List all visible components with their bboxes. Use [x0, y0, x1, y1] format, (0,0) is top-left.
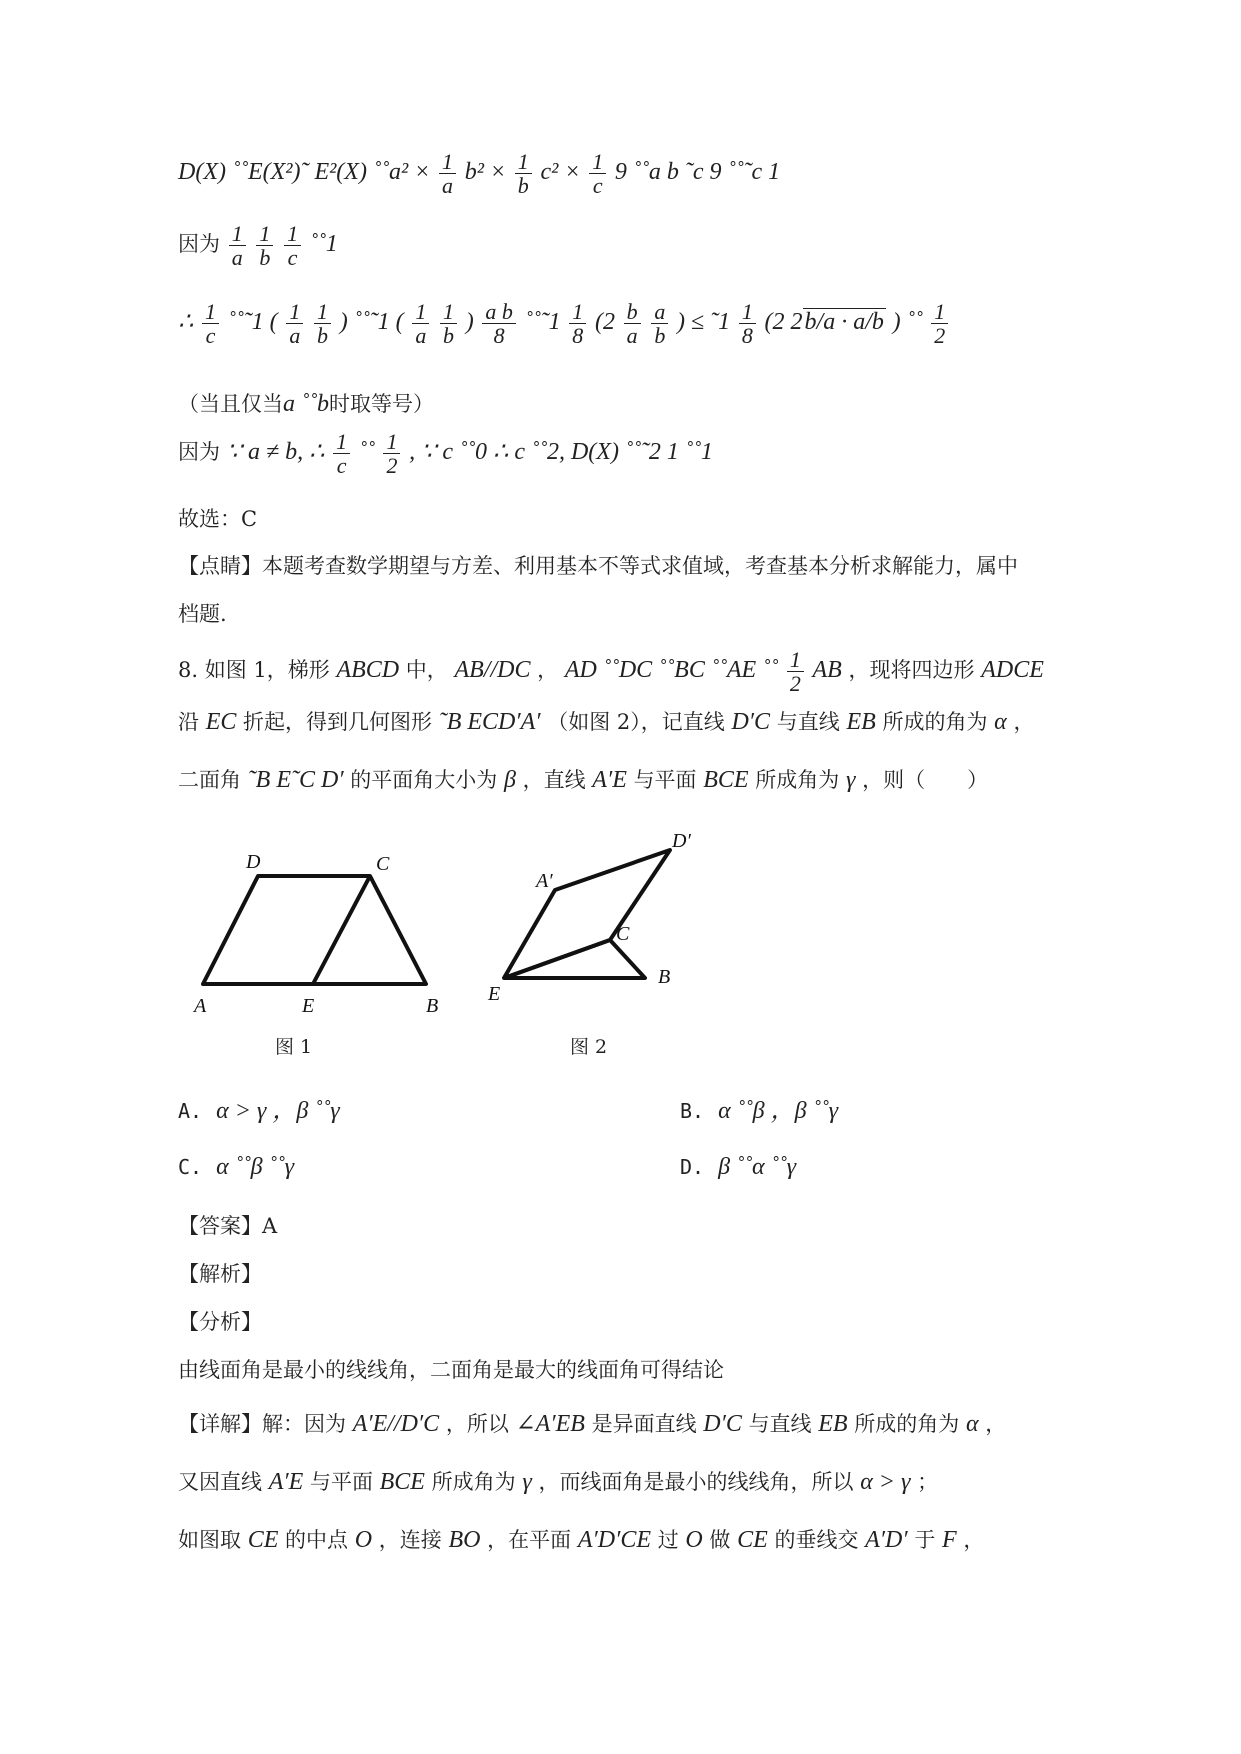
- fraction: $\frac{1}{8}$: [569, 300, 586, 347]
- fraction: $\frac{1}{c}$: [284, 222, 301, 269]
- text: 因为: [178, 440, 220, 465]
- math-expr: ) ≤ ˜1: [677, 309, 731, 336]
- fraction: $\frac{\text{a b}}{8}$: [482, 300, 516, 347]
- math-expr: ABCD: [336, 657, 400, 684]
- conclusion-line: [178, 430, 713, 477]
- math-expr: ) ˚˚˜1 (: [339, 309, 404, 336]
- math-expr: ∴: [178, 309, 194, 336]
- detail-line-1: [178, 1408, 1006, 1438]
- option-d: [680, 1154, 796, 1181]
- label-D: D: [246, 851, 261, 873]
- label-A: A: [194, 995, 207, 1017]
- fraction: $\frac{1}{2}$: [931, 300, 948, 347]
- math-expr: ˚˚1: [309, 231, 338, 258]
- text: 于: [914, 1528, 936, 1552]
- fraction: $\frac{1}{8}$: [739, 300, 756, 347]
- text: （当且仅当: [178, 392, 283, 416]
- math-expr: 9 ˚˚a b ˜c 9 ˚˚˜c 1: [614, 159, 781, 186]
- math-expr: BO: [448, 1527, 481, 1553]
- option-text: α ˚˚β ˚˚γ: [216, 1154, 295, 1180]
- math-expr: c² ×: [540, 159, 581, 186]
- fraction: $\frac{1}{c}$: [202, 300, 219, 347]
- math-expr: ˜B ECD′A′: [438, 709, 541, 735]
- fraction: $\frac{1}{a}$: [229, 222, 246, 269]
- fraction: $\frac{1}{b}$: [314, 300, 331, 347]
- label-C: C: [376, 853, 390, 875]
- math-expr: AB//DC: [454, 657, 531, 684]
- label-D-prime: D′: [672, 830, 691, 852]
- text: ，: [985, 1412, 1007, 1436]
- question-8-line-2: [178, 706, 1034, 736]
- math-expr: γ: [522, 1469, 532, 1495]
- label-E: E: [302, 995, 315, 1017]
- math-expr: EB: [818, 1411, 848, 1437]
- math-expr: a ˚˚b: [283, 391, 329, 417]
- figure-2-folded: [480, 825, 710, 1015]
- detail-line-3: [178, 1524, 984, 1554]
- text: 时取等号）: [328, 392, 434, 416]
- answer-prev: 故选：C: [178, 507, 258, 531]
- text: 是异面直线: [591, 1412, 697, 1436]
- fraction: $\frac{1}{b}$: [256, 222, 273, 269]
- math-expr: A′D′CE: [577, 1527, 651, 1553]
- math-expr: A′E: [268, 1469, 304, 1495]
- text: 又因直线: [178, 1470, 262, 1494]
- sqrt-expr: b/a · a/b: [804, 309, 884, 336]
- question-8-line-3: [178, 764, 988, 794]
- text: ，直线: [522, 768, 586, 792]
- math-expr: A′D′: [865, 1527, 908, 1553]
- math-expr: O: [685, 1527, 703, 1553]
- text: 的中点: [285, 1528, 349, 1552]
- math-expr: α > γ: [860, 1469, 911, 1495]
- option-label: A.: [178, 1099, 203, 1123]
- math-expr: ADCE: [981, 657, 1044, 684]
- math-expr: α: [965, 1411, 979, 1437]
- math-expr: F: [942, 1527, 957, 1553]
- variance-formula-line: [178, 150, 780, 197]
- text: ，而线面角是最小的线线角，所以: [538, 1470, 854, 1494]
- text: ，连接: [378, 1528, 442, 1552]
- math-expr: EC: [205, 709, 237, 735]
- fraction: $\frac{1}{2}$: [383, 430, 400, 477]
- math-expr: , ∵ c ˚˚0 ∴ c ˚˚2, D(X) ˚˚˜2 1 ˚˚1: [409, 439, 713, 466]
- math-expr: β: [503, 767, 516, 793]
- fraction: $\frac{b}{a}$: [624, 300, 641, 347]
- math-expr: ˜B E˜C D′: [247, 767, 344, 793]
- math-expr: AB: [812, 657, 842, 684]
- detail-line-2: [178, 1466, 938, 1496]
- option-text: α > γ ，β ˚˚γ: [216, 1098, 340, 1124]
- fraction: $\frac{1}{a}$: [439, 150, 456, 197]
- option-text: β ˚˚α ˚˚γ: [718, 1154, 797, 1180]
- option-label: D.: [680, 1155, 705, 1179]
- text: 因为: [178, 232, 220, 257]
- math-expr: CE: [737, 1527, 768, 1553]
- text: 二面角: [178, 768, 241, 792]
- math-expr: AD ˚˚DC ˚˚BC ˚˚AE ˚˚: [564, 657, 779, 684]
- fraction: $\frac{1}{b}$: [440, 300, 457, 347]
- math-expr: b² ×: [464, 159, 507, 186]
- math-expr: D′C: [731, 709, 771, 735]
- answer-heading: 【答案】A: [178, 1214, 278, 1238]
- math-expr: A′E: [592, 767, 627, 793]
- text: （如图 2），记直线: [547, 710, 725, 734]
- text: 所成角为: [431, 1470, 516, 1494]
- text: ，: [1013, 710, 1035, 734]
- comment-line-1: 【点睛】本题考查数学期望与方差、利用基本不等式求值域，考查基本分析求解能力，属中: [178, 554, 1018, 578]
- fraction: $\frac{1}{a}$: [286, 300, 303, 347]
- text: 的平面角大小为: [350, 768, 498, 792]
- text: 过: [657, 1528, 679, 1552]
- comment-line-2: 档题.: [178, 602, 227, 626]
- label-B: B: [426, 995, 439, 1017]
- math-expr: ∠A′EB: [515, 1411, 585, 1437]
- text: 折起，得到几何图形: [243, 710, 433, 734]
- fraction: $\frac{1}{b}$: [515, 150, 532, 197]
- math-expr: D(X) ˚˚E(X²)˜ E²(X) ˚˚a² ×: [178, 159, 431, 186]
- option-a: [178, 1090, 340, 1125]
- math-expr: O: [354, 1527, 373, 1553]
- text: 所成的角为: [882, 710, 988, 734]
- math-expr: A′E//D′C: [352, 1411, 440, 1437]
- math-expr: (2 2: [764, 309, 803, 336]
- figure-1-trapezoid: [190, 840, 460, 1020]
- math-expr: ˚˚: [358, 439, 375, 466]
- math-expr: γ: [845, 767, 856, 793]
- inequality-line: [178, 300, 950, 347]
- text: ；: [917, 1470, 939, 1494]
- option-c: [178, 1154, 294, 1181]
- label-E: E: [488, 983, 501, 1005]
- fenxi-heading: 【分析】: [178, 1310, 262, 1334]
- text: ，所以: [445, 1412, 509, 1436]
- text: ，: [963, 1528, 985, 1552]
- text: 8. 如图 1，梯形: [178, 658, 330, 683]
- math-expr: BCE: [379, 1469, 425, 1495]
- figure-1-caption: 图 1: [275, 1036, 313, 1058]
- label-B: B: [658, 966, 671, 988]
- text: 与直线: [776, 710, 840, 734]
- text: 沿: [178, 710, 199, 734]
- text: 做: [709, 1528, 731, 1552]
- text: 【详解】解：因为: [178, 1412, 346, 1436]
- condition-line: [178, 222, 338, 269]
- fraction: $\frac{1}{a}$: [412, 300, 429, 347]
- option-label: C.: [178, 1155, 203, 1179]
- equality-condition-line: [178, 388, 434, 418]
- text: ，在平面: [487, 1528, 572, 1552]
- text: ，则（ ）: [862, 768, 989, 792]
- text: 所成角为: [755, 768, 840, 792]
- fraction: $\frac{1}{c}$: [333, 430, 350, 477]
- text: 与平面: [633, 768, 697, 792]
- fraction: $\frac{1}{2}$: [787, 648, 804, 695]
- fraction: $\frac{1}{c}$: [589, 150, 606, 197]
- text: 如图取: [178, 1528, 241, 1552]
- math-expr: ˚˚˜1 (: [227, 309, 278, 336]
- math-expr: (2: [594, 309, 615, 336]
- option-label: B.: [680, 1099, 705, 1123]
- math-expr: D′C: [703, 1411, 742, 1437]
- label-C: C: [616, 923, 630, 945]
- option-text: α ˚˚β ，β ˚˚γ: [718, 1098, 839, 1124]
- analysis-heading: 【解析】: [178, 1262, 262, 1286]
- math-expr: ˚˚˜1: [524, 309, 561, 336]
- text: ，: [537, 658, 559, 683]
- math-expr: ∵ a ≠ b, ∴: [226, 439, 325, 466]
- text: 与直线: [748, 1412, 812, 1436]
- text: 的垂线交: [774, 1528, 859, 1552]
- math-expr: ) ˚˚: [892, 309, 923, 336]
- text: 中，: [405, 658, 448, 683]
- figure-2-caption: 图 2: [570, 1036, 608, 1058]
- option-b: [680, 1090, 838, 1125]
- text: 所成的角为: [854, 1412, 960, 1436]
- fraction: $\frac{a}{b}$: [651, 300, 668, 347]
- math-expr: ): [465, 309, 474, 336]
- question-8-line-1: [178, 648, 1044, 695]
- fenxi-text: 由线面角是最小的线线角，二面角是最大的线面角可得结论: [178, 1358, 724, 1382]
- label-A-prime: A′: [536, 870, 553, 892]
- math-expr: CE: [247, 1527, 279, 1553]
- math-expr: EB: [846, 709, 876, 735]
- math-expr: α: [994, 709, 1007, 735]
- math-expr: BCE: [703, 767, 749, 793]
- text: ，现将四边形: [848, 658, 975, 683]
- text: 与平面: [309, 1470, 373, 1494]
